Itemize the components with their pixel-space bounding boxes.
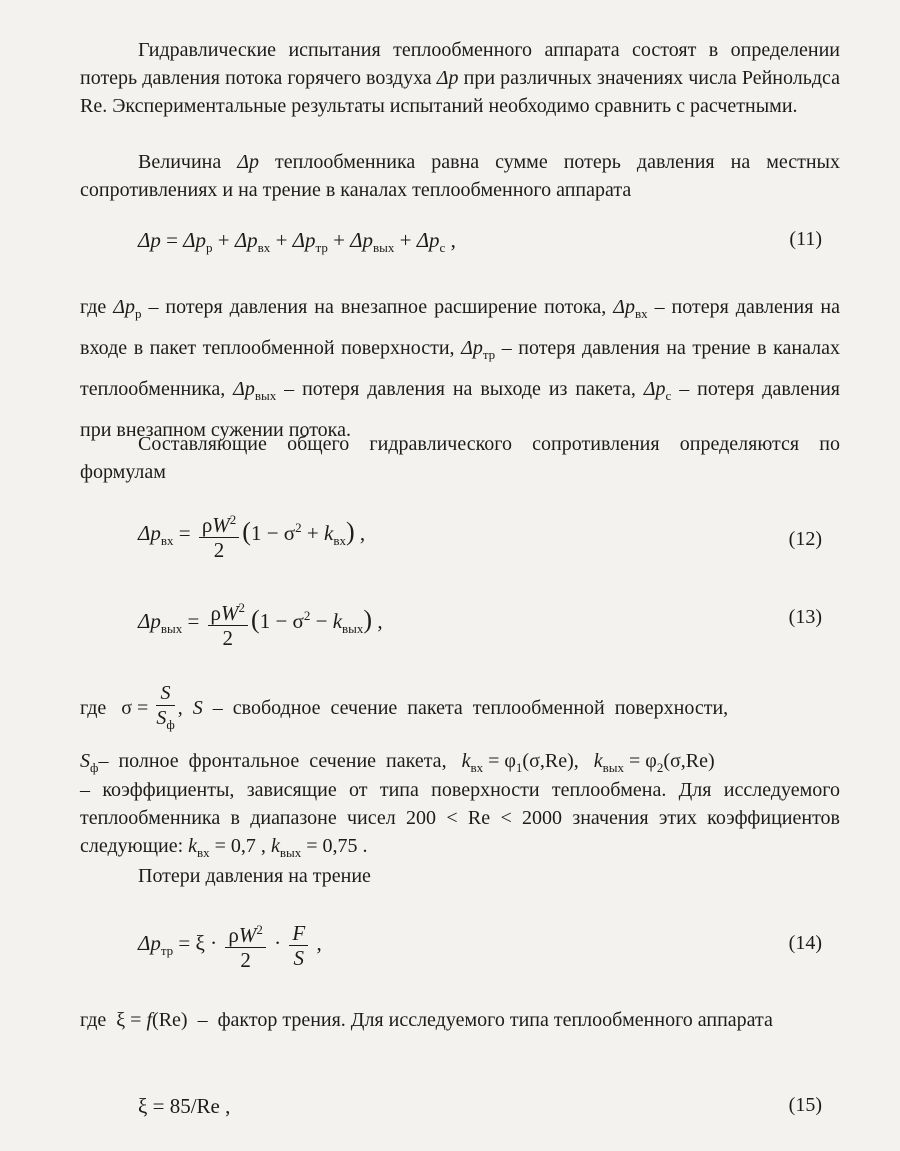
equation-number-14: (14) [788, 932, 822, 954]
paragraph-friction-factor: где ξ = f(Re) – фактор трения. Для исследуемого типа теплообменного аппарата [80, 1009, 773, 1031]
paragraph-intro: Гидравлические испытания теплообменного аппарата состоят в определении потерь давления потока горячего воздуха Δp при различных значениях числа Рейнольдса Re. Экспериментальные результаты испытаний необходимо сравнить с расчетными. [80, 39, 841, 117]
paragraph-definitions: где $\Delta p_р$ – потеря давления на внезапное расширение потока, $\Delta p_{вх}$ – потеря давления на входе в пакет теплообменной поверхности, $\Delta p_{тр}$ – потеря давления на трение в каналах теплообменника, $\Delta p_{вых}$ – потеря давления на выходе из пакета, $\Delta p_с$ – потеря давления при внезапном сужении потока. [80, 296, 840, 441]
equation-number-13: (13) [788, 606, 822, 628]
equation-number-15: (15) [788, 1094, 822, 1116]
paragraph-components: Составляющие общего гидравлического сопротивления определяются по формулам [80, 433, 840, 483]
paragraph-pressure-sum: Величина Δp теплообменника равна сумме потерь давления на местных сопротивлениях и на трение в каналах теплообменного аппарата [80, 151, 840, 201]
equation-number-11: (11) [789, 228, 822, 250]
equation-11: $\Delta p = \Delta p_р + \Delta p_{вх} + \Delta p_{тр} + \Delta p_{вых} + \Delta p_с$ , [138, 228, 456, 256]
equation-14: $\Delta p_{тр} = \xi$ · $\frac{\rho W^2}{2}$ · $\frac{F}{S}$ , [138, 918, 322, 972]
equation-15: ξ = 85/Re , [138, 1094, 231, 1118]
equation-13: $\Delta p_{вых}$ = $\frac{\rho W^2}{2}$ $(1 - \sigma^2 - k_{вых})$ , [138, 596, 383, 650]
paragraph-friction-losses: Потери давления на трение [138, 865, 371, 887]
equation-number-12: (12) [788, 528, 822, 550]
paragraph-sigma: где σ = $\frac{S}{S_ф}$ , S – свободное сечение пакета теплообменной поверхности, $S_ф-$ полное фронтальное сечение пакета, $k_{вх} = \varphi_1(\sigma,Re)$, $k_{вых} = \varphi_2(\sigma,Re)$ [80, 682, 729, 775]
equation-12: $\Delta p_{вх}$ = $\frac{\rho W^2}{2}$ $(1 - \sigma^2 + k_{вх})$ , [138, 508, 365, 562]
paragraph-coefficients: – коэффициенты, зависящие от типа поверхности теплообмена. Для исследуемого теплообменника в диапазоне чисел 200 < Re < 2000 значения этих коэффициентов следующие: $k_{вх} = 0,7$ , $k_{вых} = 0,75$ . [80, 779, 840, 860]
